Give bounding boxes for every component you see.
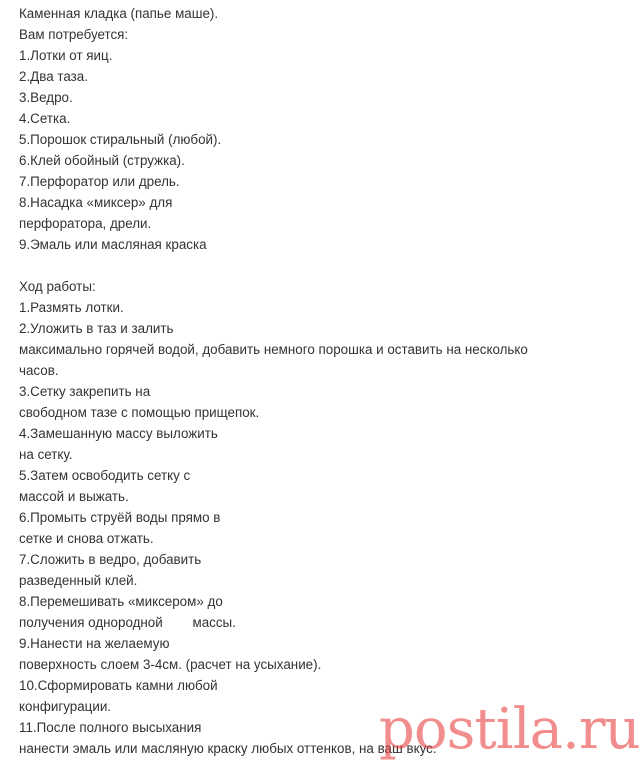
steps-line: 9.Нанести на желаемую xyxy=(19,636,170,651)
materials-heading: Вам потребуется: xyxy=(19,27,129,42)
steps-line: 8.Перемешивать «миксером» до xyxy=(19,594,223,609)
steps-line: 11.После полного высыхания xyxy=(19,720,202,735)
materials-item: 9.Эмаль или масляная краска xyxy=(19,237,207,252)
steps-line: 1.Размять лотки. xyxy=(19,300,124,315)
materials-item: 3.Ведро. xyxy=(19,90,73,105)
steps-line: поверхность слоем 3-4см. (расчет на усыхание). xyxy=(19,657,322,672)
steps-line: сетке и снова отжать. xyxy=(19,531,154,546)
steps-line: массой и выжать. xyxy=(19,489,129,504)
steps-line: максимально горячей водой, добавить немного порошка и оставить на несколько xyxy=(19,342,528,357)
steps-line: свободном тазе с помощью прищепок. xyxy=(19,405,260,420)
materials-item: 4.Сетка. xyxy=(19,111,71,126)
steps-line: 7.Сложить в ведро, добавить xyxy=(19,552,202,567)
steps-line: разведенный клей. xyxy=(19,573,138,588)
steps-heading: Ход работы: xyxy=(19,279,96,294)
postila-watermark: postila.ru xyxy=(379,697,640,762)
steps-line: 5.Затем освободить сетку с xyxy=(19,468,191,483)
steps-line: 2.Уложить в таз и залить xyxy=(19,321,174,336)
steps-line: 6.Промыть струёй воды прямо в xyxy=(19,510,221,525)
steps-line: конфигурации. xyxy=(19,699,112,714)
document-title: Каменная кладка (папье маше). xyxy=(19,6,219,21)
materials-item: 1.Лотки от яиц. xyxy=(19,48,113,63)
steps-line: 3.Сетку закрепить на xyxy=(19,384,151,399)
steps-line: 10.Сформировать камни любой xyxy=(19,678,218,693)
steps-line: получения однородной массы. xyxy=(19,615,236,630)
materials-item: 8.Насадка «миксер» для xyxy=(19,195,173,210)
steps-line: часов. xyxy=(19,363,59,378)
materials-item: 5.Порошок стиральный (любой). xyxy=(19,132,222,147)
materials-item: 2.Два таза. xyxy=(19,69,88,84)
materials-item: 7.Перфоратор или дрель. xyxy=(19,174,180,189)
materials-item: перфоратора, дрели. xyxy=(19,216,152,231)
steps-line: на сетку. xyxy=(19,447,73,462)
materials-item: 6.Клей обойный (стружка). xyxy=(19,153,185,168)
steps-line: нанести эмаль или масляную краску любых оттенков, на ваш вкус. xyxy=(19,741,437,756)
steps-line: 4.Замешанную массу выложить xyxy=(19,426,218,441)
